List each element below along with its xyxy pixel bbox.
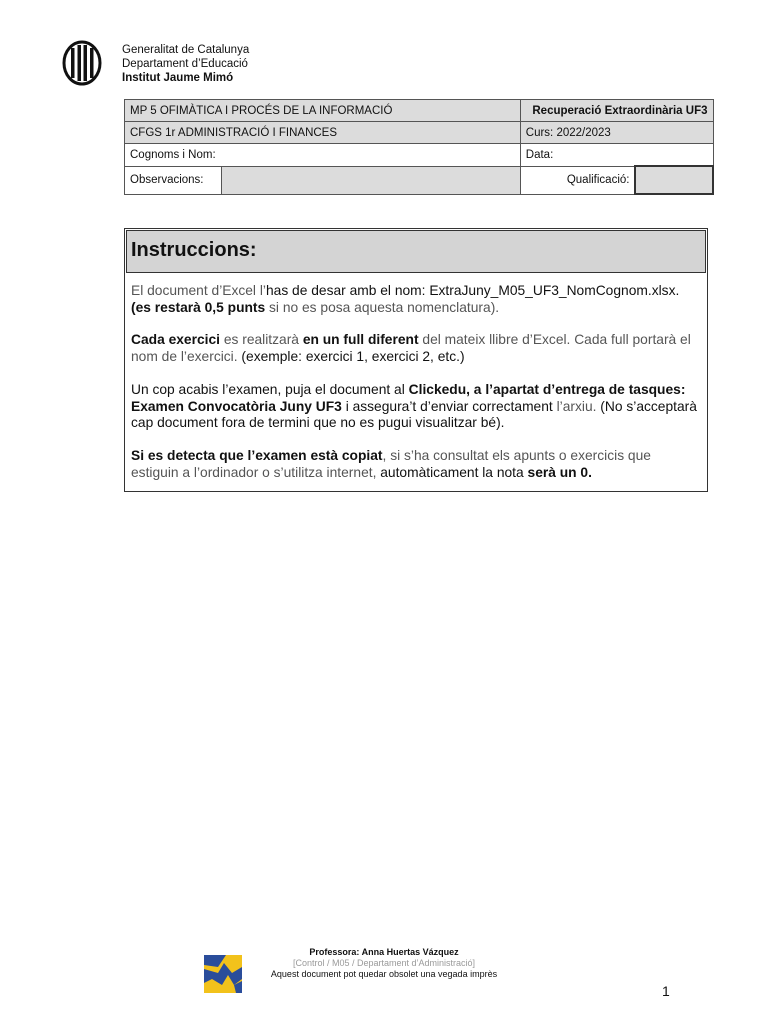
name-cell: Cognoms i Nom:: [125, 144, 521, 167]
instruction-text: El document d’Excel l’: [131, 283, 266, 298]
grade-field[interactable]: [635, 166, 713, 194]
department-name: Departament d’Educació: [122, 58, 248, 70]
org-name: Generalitat de Catalunya: [122, 44, 250, 56]
school-name: Institut Jaume Mimó: [122, 72, 234, 84]
instruction-text: en un full diferent: [302, 332, 419, 348]
instruction-text: serà un 0.: [527, 464, 592, 480]
observations-label-cell: Observacions:: [125, 166, 222, 194]
table-row: [125, 100, 714, 122]
instruction-text: (No s’acceptarà cap document fora de termini que no es pugui visualitzar bé).: [131, 398, 697, 431]
date-cell: Data:: [520, 144, 713, 167]
exam-type-cell: Recuperació Extraordinària UF3: [520, 100, 713, 122]
table-row: [125, 144, 714, 167]
instruction-text: (es restarà 0,5 punts: [131, 299, 266, 315]
instruction-paragraph: [131, 332, 701, 365]
document-path: [Control / M05 / Departament d’Administració]: [292, 958, 476, 968]
document-header: [62, 40, 249, 86]
instruction-paragraph: [131, 382, 701, 432]
instruction-text: Un cop acabis l’examen, puja el document al: [131, 381, 409, 397]
table-row: [125, 166, 714, 194]
exam-info-table: [124, 99, 714, 195]
instructions-title: Instruccions:: [126, 230, 706, 273]
instruction-text: (exemple: exercici 1, exercici 2, etc.): [237, 349, 465, 365]
instruction-paragraph: [131, 448, 701, 481]
instruction-text: has de desar amb el nom: ExtraJuny_M05_UF3_NomCognom.xlsx.: [265, 283, 680, 298]
instruction-paragraph: [131, 283, 701, 316]
obsolete-note: Aquest document pot quedar obsolet una vegada imprès: [270, 969, 498, 979]
teacher-name: Professora: Anna Huertas Vázquez: [309, 947, 459, 957]
instruction-text: l’arxiu.: [556, 398, 597, 414]
instruction-text: automàticament la nota: [380, 464, 528, 480]
instruction-text: Clickedu, a l’apartat d’entrega de tasques: Examen Convocatòria Juny UF3: [131, 381, 686, 414]
generalitat-logo-icon: [62, 40, 102, 86]
instruction-text: , si s’ha consultat els apunts o exercicis que estiguin a l’ordinador o s’utilitza internet,: [131, 447, 651, 480]
page-number: 1: [662, 983, 670, 999]
instructions-box: [124, 228, 708, 492]
organization-block: [122, 40, 249, 85]
instruction-text: si no es posa aquesta nomenclatura).: [265, 299, 500, 315]
instruction-text: del mateix llibre d’Excel. Cada full portarà el nom de l’exercici.: [131, 332, 691, 365]
document-footer: [0, 947, 768, 980]
observations-field[interactable]: [221, 166, 520, 194]
year-cell: Curs: 2022/2023: [520, 122, 713, 144]
instruction-text: Cada exercici: [131, 332, 220, 348]
instructions-body: [125, 274, 707, 491]
module-cell: MP 5 OFIMÀTICA I PROCÉS DE LA INFORMACIÓ: [125, 100, 521, 122]
instruction-text: Si es detecta que l’examen està copiat: [131, 447, 383, 463]
instruction-text: es realitzarà: [219, 332, 303, 348]
grade-label-cell: Qualificació:: [520, 166, 635, 194]
course-cell: CFGS 1r ADMINISTRACIÓ I FINANCES: [125, 122, 521, 144]
table-row: [125, 122, 714, 144]
instruction-text: i assegura’t d’enviar correctament: [341, 398, 557, 414]
